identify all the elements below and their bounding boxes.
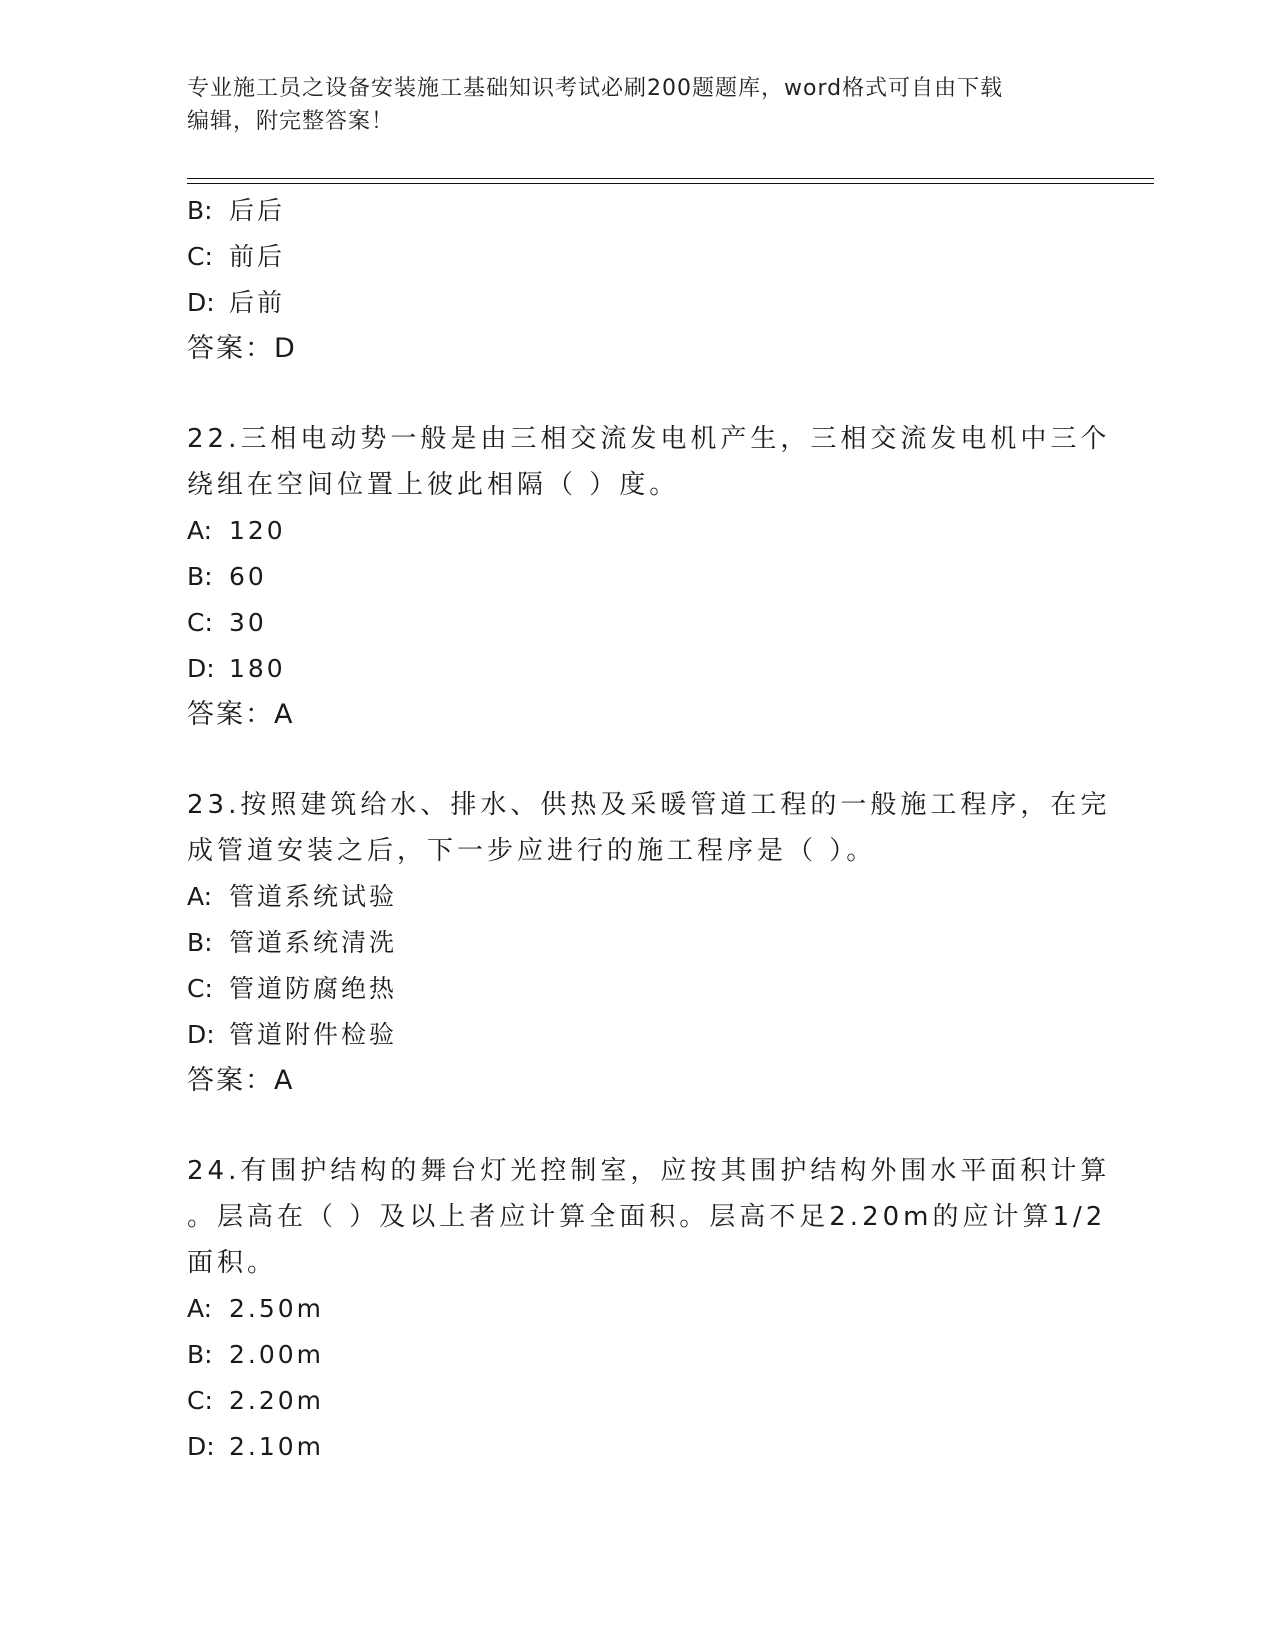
question-line: 面积。 [187,1248,278,1278]
option-text: 2.00m [229,1340,325,1369]
option-letter: C: [187,974,213,1003]
answer-line: 答案：A [187,1065,295,1096]
question-line: 23.按照建筑给水、排水、供热及采暖管道工程的一般施工程序，在完 [187,790,1111,820]
document-header [187,72,1067,138]
option-a [187,508,1087,554]
option-d [187,1012,1087,1058]
question-22-block [187,416,1111,738]
option-c [187,966,1087,1012]
header-rule-top [187,178,1154,179]
option-letter: B: [187,928,213,957]
option-c [187,600,1087,646]
option-letter: B: [187,196,213,225]
question-line: 24.有围护结构的舞台灯光控制室，应按其围护结构外围水平面积计算 [187,1156,1111,1186]
option-c [187,1378,1087,1424]
spacer [187,738,1087,782]
option-letter: C: [187,1386,213,1415]
option-b [187,920,1087,966]
option-text: 管道附件检验 [229,1020,398,1049]
option-letter: D: [187,1020,215,1049]
option-letter: D: [187,1432,215,1461]
option-text: 30 [229,608,267,637]
header-line-1: 专业施工员之设备安装施工基础知识考试必刷200题题库，word格式可自由下载 [187,76,1004,101]
option-letter: A: [187,516,213,545]
option-text: 后后 [229,196,286,225]
question-content [187,188,1111,1470]
answer-line: 答案：D [187,333,297,364]
option-b [187,554,1087,600]
question-line: 22.三相电动势一般是由三相交流发电机产生，三相交流发电机中三个 [187,424,1111,454]
question-24-block [187,1148,1111,1470]
header-line-2: 编辑，附完整答案！ [187,109,395,134]
question-line: 绕组在空间位置上彼此相隔（ ）度。 [187,470,680,500]
option-letter: D: [187,288,215,317]
header-rule-bottom [187,183,1154,184]
option-text: 后前 [229,288,286,317]
spacer [187,372,1087,416]
question-line: 。层高在（ ）及以上者应计算全面积。层高不足2.20m的应计算1/2 [187,1202,1107,1232]
question-text [187,782,1111,874]
option-text: 管道防腐绝热 [229,974,398,1003]
question-text [187,416,1111,508]
question-text [187,1148,1111,1286]
option-c [187,234,1087,280]
option-a [187,1286,1087,1332]
option-text: 120 [229,516,286,545]
question-23-block [187,782,1111,1104]
option-text: 2.10m [229,1432,325,1461]
option-letter: B: [187,562,213,591]
option-text: 60 [229,562,267,591]
option-letter: A: [187,1294,213,1323]
option-letter: C: [187,608,213,637]
option-letter: A: [187,882,213,911]
option-d [187,280,1087,326]
option-text: 管道系统试验 [229,882,398,911]
option-d [187,646,1087,692]
option-letter: B: [187,1340,213,1369]
option-b [187,188,1087,234]
option-a [187,874,1087,920]
option-letter: C: [187,242,213,271]
option-text: 前后 [229,242,286,271]
answer-line: 答案：A [187,699,295,730]
option-d [187,1424,1087,1470]
option-text: 管道系统清洗 [229,928,398,957]
option-text: 2.50m [229,1294,325,1323]
option-letter: D: [187,654,215,683]
spacer [187,1104,1087,1148]
option-text: 180 [229,654,286,683]
option-text: 2.20m [229,1386,325,1415]
question-line: 成管道安装之后，下一步应进行的施工程序是（ ）。 [187,836,877,866]
option-b [187,1332,1087,1378]
question-21-block [187,188,1087,372]
